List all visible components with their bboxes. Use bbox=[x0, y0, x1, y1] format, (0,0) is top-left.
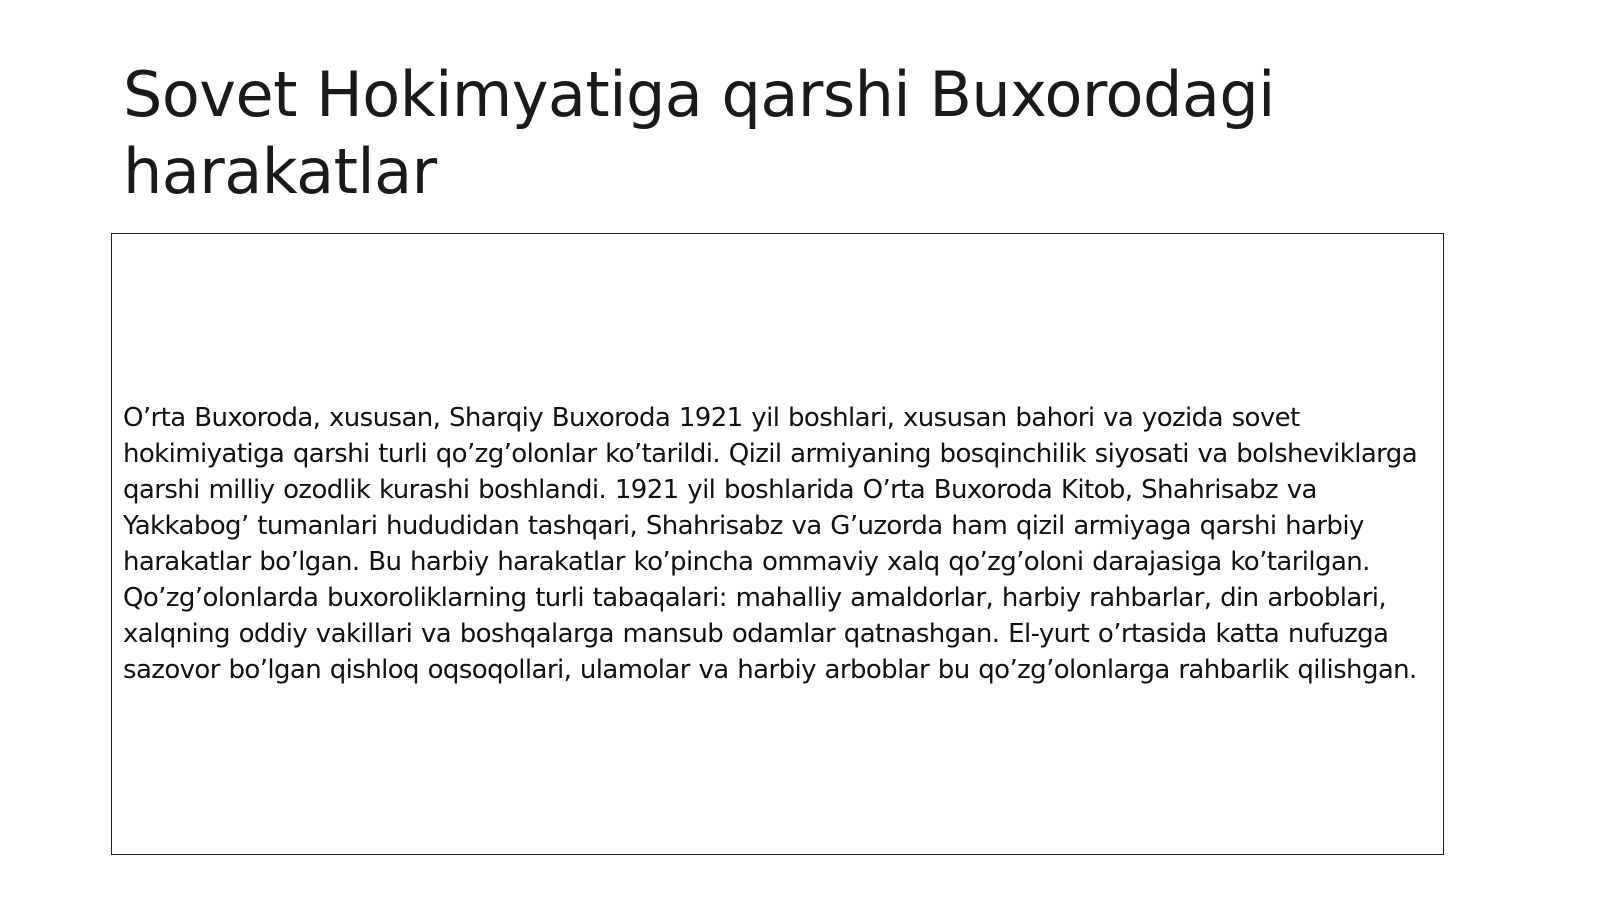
slide-title: Sovet Hokimyatiga qarshi Buxorodagi harakatlar bbox=[123, 58, 1275, 208]
content-text-box bbox=[111, 233, 1444, 855]
body-paragraph: O’rta Buxoroda, xususan, Sharqiy Buxoroda 1921 yil boshlari, xususan bahori va yozida sovet hokimiyatiga qarshi turli qo’zg’olonlar ko’tarildi. Qizil armiyaning bosqinchilik siyosati va bolsheviklarga qarshi milliy ozodlik kurashi boshlandi. 1921 yil boshlarida O’rta Buxoroda Kitob, Shahrisabz va Yakkabog’ tumanlari hududidan tashqari, Shahrisabz va G’uzorda ham qizil armiyaga qarshi harbiy harakatlar bo’lgan. Bu harbiy harakatlar ko’pincha ommaviy xalq qo’zg’oloni darajasiga ko’tarilgan. Qo’zg’olonlarda buxoroliklarning turli tabaqalari: mahalliy amaldorlar, harbiy rahbarlar, din arboblari, xalqning oddiy vakillari va boshqalarga mansub odamlar qatnashgan. El-yurt o’rtasida katta nufuzga sazovor bo’lgan qishloq oqsoqollari, ulamolar va harbiy arboblar bu qo’zg’olonlarga rahbarlik qilishgan. bbox=[123, 403, 1418, 685]
